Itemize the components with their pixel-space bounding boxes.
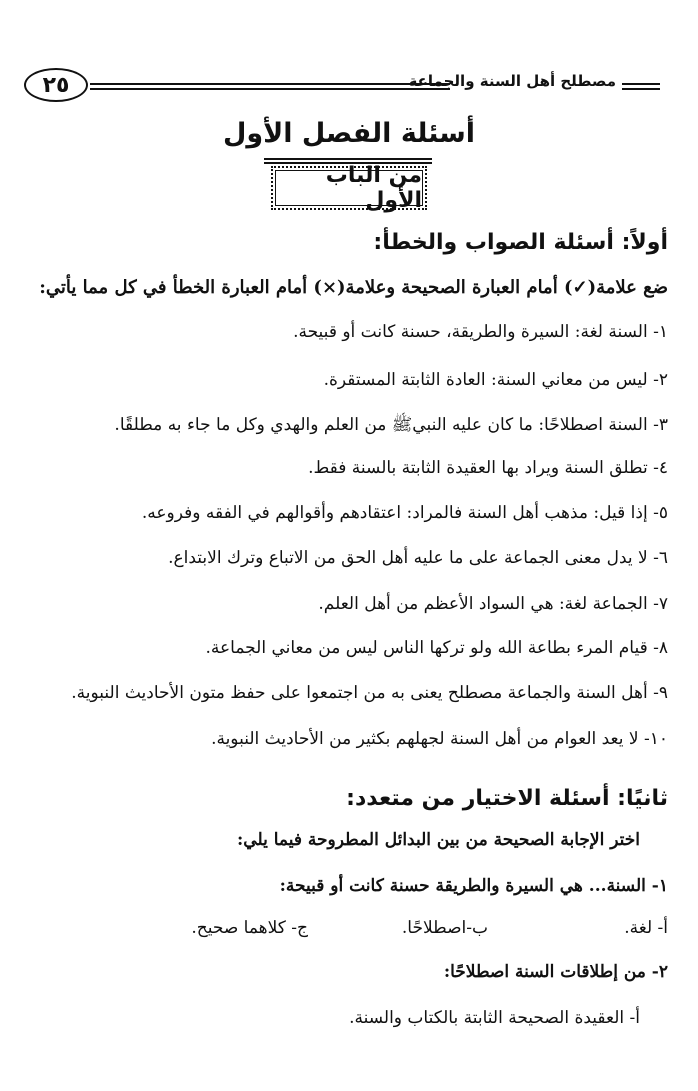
mc-option: أ- لغة. xyxy=(624,918,668,938)
list-item: ٧- الجماعة لغة: هي السواد الأعظم من أهل العلم. xyxy=(318,594,668,614)
part2-instruction: اختر الإجابة الصحيحة من بين البدائل المطروحة فيما يلي: xyxy=(237,830,640,850)
page-number: ٢٥ xyxy=(24,68,88,102)
header-rule xyxy=(90,83,450,90)
list-item: ١- السنة لغة: السيرة والطريقة، حسنة كانت أو قبيحة. xyxy=(293,322,668,342)
mc-option: أ- العقيدة الصحيحة الثابتة بالكتاب والسنة. xyxy=(349,1008,640,1028)
mc-option: ب-اصطلاحًا. xyxy=(401,918,488,938)
mc-question-1: ١- السنة... هي السيرة والطريقة حسنة كانت أو قبيحة: xyxy=(279,876,668,896)
running-title: مصطلح أهل السنة والجماعة xyxy=(408,72,616,90)
list-item: ٣- السنة اصطلاحًا: ما كان عليه النبيﷺ من العلم والهدي وكل ما جاء به مطلقًا. xyxy=(114,415,668,435)
chapter-title: أسئلة الفصل الأول xyxy=(222,118,476,149)
list-item: ٤- تطلق السنة ويراد بها العقيدة الثابتة بالسنة فقط. xyxy=(308,458,668,478)
list-item: ٨- قيام المرء بطاعة الله ولو تركها الناس ليس من معاني الجماعة. xyxy=(205,638,668,658)
mc-option: ج- كلاهما صحيح. xyxy=(191,918,308,938)
list-item: ١٠- لا يعد العوام من أهل السنة لجهلهم بكثير من الأحاديث النبوية. xyxy=(211,729,668,749)
part1-instruction: ضع علامة(✓) أمام العبارة الصحيحة وعلامة(×) أمام العبارة الخطأ في كل مما يأتي: xyxy=(39,277,668,298)
section-title-box xyxy=(271,163,427,213)
page-header xyxy=(24,66,660,108)
list-item: ٢- ليس من معاني السنة: العادة الثابتة المستقرة. xyxy=(323,370,668,390)
part1-heading: أولاً: أسئلة الصواب والخطأ: xyxy=(373,230,668,255)
part2-heading: ثانيًا: أسئلة الاختيار من متعدد: xyxy=(346,786,668,811)
header-rule-end xyxy=(622,83,660,90)
section-title: من الباب الأول xyxy=(275,170,423,206)
list-item: ٩- أهل السنة والجماعة مصطلح يعنى به من اجتمعوا على حفظ متون الأحاديث النبوية. xyxy=(71,683,668,703)
mc-question-2: ٢- من إطلاقات السنة اصطلاحًا: xyxy=(443,962,668,982)
list-item: ٦- لا يدل معنى الجماعة على ما عليه أهل الحق من الاتباع وترك الابتداع. xyxy=(168,548,668,568)
list-item: ٥- إذا قيل: مذهب أهل السنة فالمراد: اعتقادهم وأقوالهم في الفقه وفروعه. xyxy=(141,503,668,523)
